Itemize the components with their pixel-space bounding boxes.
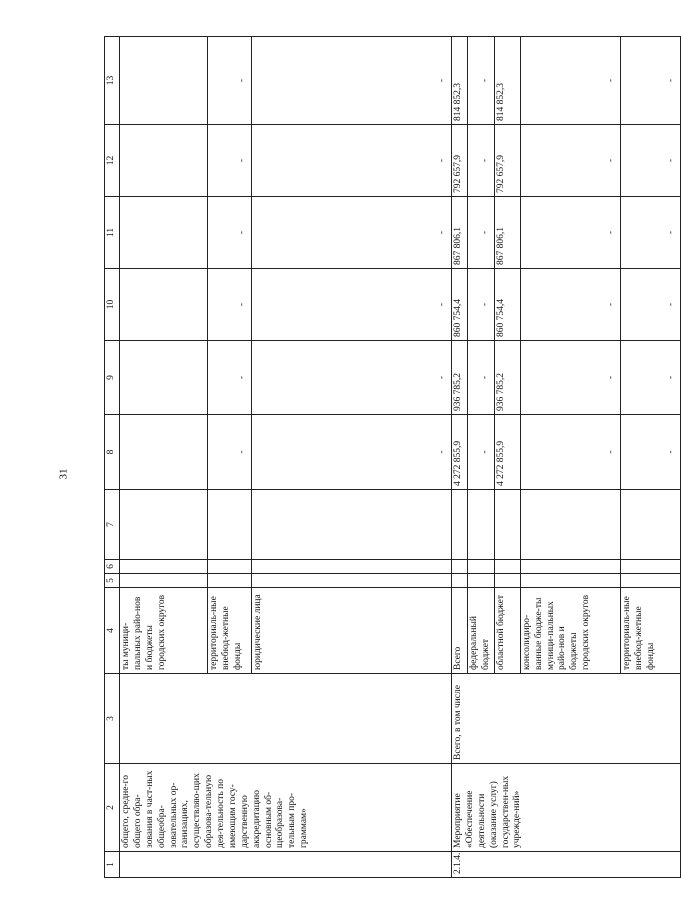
responsible-cell (120, 674, 452, 764)
value-cell: - (252, 197, 452, 269)
value-cell: - (252, 37, 452, 125)
empty-cell (208, 574, 252, 588)
value-cell: - (208, 341, 252, 415)
empty-cell (468, 490, 495, 560)
empty-cell (120, 490, 208, 560)
empty-cell (494, 560, 520, 574)
col-header: 7 (105, 490, 120, 560)
rotated-table-container (104, 37, 676, 878)
value-cell: 814 852,3 (452, 37, 468, 125)
col-header: 5 (105, 574, 120, 588)
empty-cell (208, 560, 252, 574)
value-cell: - (620, 197, 680, 269)
funding-source-cell: ты муници-пальных райо-нов и бюджеты городских округов (120, 588, 208, 674)
value-cell: 4 272 855,9 (494, 415, 520, 490)
value-cell: 792 657,9 (494, 125, 520, 197)
value-cell: 4 272 855,9 (452, 415, 468, 490)
value-cell: - (468, 37, 495, 125)
value-cell (120, 341, 208, 415)
table-body (105, 37, 681, 878)
row-number-cell (120, 852, 452, 878)
empty-cell (494, 574, 520, 588)
empty-cell (252, 574, 452, 588)
empty-cell (620, 490, 680, 560)
value-cell: - (520, 341, 620, 415)
value-cell: - (620, 269, 680, 341)
empty-cell (120, 560, 208, 574)
table-row (452, 37, 468, 878)
empty-cell (452, 574, 468, 588)
funding-source-cell: федеральный бюджет (468, 588, 495, 674)
value-cell: - (252, 269, 452, 341)
value-cell: - (252, 125, 452, 197)
measure-name-cell: общего, средне-го общего обра-зования в част-ных общеобра-зовательных ор-ганизациях, осуществляю-щих образова-тельную дея-тельность по имеющим госу-дарственную аккредитацию основным об-щеобразова-тельным про-граммам» (120, 764, 452, 852)
value-cell: - (468, 269, 495, 341)
value-cell: 867 806,1 (494, 197, 520, 269)
empty-cell (468, 560, 495, 574)
funding-source-cell: Всего (452, 588, 468, 674)
empty-cell (120, 574, 208, 588)
value-cell: - (208, 269, 252, 341)
col-header: 13 (105, 37, 120, 125)
value-cell: - (520, 197, 620, 269)
value-cell: 860 754,4 (452, 269, 468, 341)
funding-source-cell: областной бюджет (494, 588, 520, 674)
empty-cell (452, 490, 468, 560)
value-cell: 936 785,2 (494, 341, 520, 415)
col-header: 3 (105, 674, 120, 764)
funding-source-cell: юридические лица (252, 588, 452, 674)
value-cell: - (620, 341, 680, 415)
page-number: 31 (57, 468, 70, 480)
value-cell: 814 852,3 (494, 37, 520, 125)
empty-cell (252, 490, 452, 560)
empty-cell (620, 574, 680, 588)
value-cell: - (520, 37, 620, 125)
value-cell: - (520, 415, 620, 490)
funding-source-cell: территориаль-ные внебюд-жетные фонды (620, 588, 680, 674)
measure-name-cell: Мероприятие «Обеспечение деятельности (оказание услуг) государствен-ных учрежде-ний» (452, 764, 681, 852)
value-cell: - (468, 125, 495, 197)
value-cell (120, 197, 208, 269)
empty-cell (620, 560, 680, 574)
value-cell: - (520, 125, 620, 197)
value-cell: 936 785,2 (452, 341, 468, 415)
row-number-cell: 2.1.4. (452, 852, 681, 878)
empty-cell (252, 560, 452, 574)
empty-cell (468, 574, 495, 588)
value-cell: - (208, 197, 252, 269)
col-header: 2 (105, 764, 120, 852)
value-cell: - (252, 341, 452, 415)
value-cell (120, 125, 208, 197)
value-cell: - (208, 125, 252, 197)
empty-cell (208, 490, 252, 560)
col-header: 12 (105, 125, 120, 197)
col-header: 10 (105, 269, 120, 341)
value-cell: - (468, 197, 495, 269)
value-cell (120, 269, 208, 341)
col-header: 4 (105, 588, 120, 674)
col-header: 11 (105, 197, 120, 269)
value-cell: 792 657,9 (452, 125, 468, 197)
empty-cell (452, 560, 468, 574)
table-frame (104, 37, 676, 878)
value-cell: - (468, 415, 495, 490)
empty-cell (520, 574, 620, 588)
value-cell: 860 754,4 (494, 269, 520, 341)
value-cell: 867 806,1 (452, 197, 468, 269)
empty-cell (520, 490, 620, 560)
value-cell (120, 415, 208, 490)
col-header: 8 (105, 415, 120, 490)
empty-cell (520, 560, 620, 574)
header-row (105, 37, 120, 878)
value-cell: - (520, 269, 620, 341)
value-cell: - (208, 415, 252, 490)
value-cell (120, 37, 208, 125)
value-cell: - (208, 37, 252, 125)
col-header: 1 (105, 852, 120, 878)
funding-source-cell: территориаль-ные внебюд-жетные фонды (208, 588, 252, 674)
budget-table (104, 36, 681, 878)
value-cell: - (620, 125, 680, 197)
value-cell: - (252, 415, 452, 490)
table-row (120, 37, 208, 878)
responsible-cell: Всего, в том числе (452, 674, 681, 764)
empty-cell (494, 490, 520, 560)
value-cell: - (468, 341, 495, 415)
value-cell: - (620, 415, 680, 490)
value-cell: - (620, 37, 680, 125)
col-header: 6 (105, 560, 120, 574)
col-header: 9 (105, 341, 120, 415)
funding-source-cell: консолидиро-ванные бюдже-ты муници-пальных райо-нов и бюджеты городских округов (520, 588, 620, 674)
